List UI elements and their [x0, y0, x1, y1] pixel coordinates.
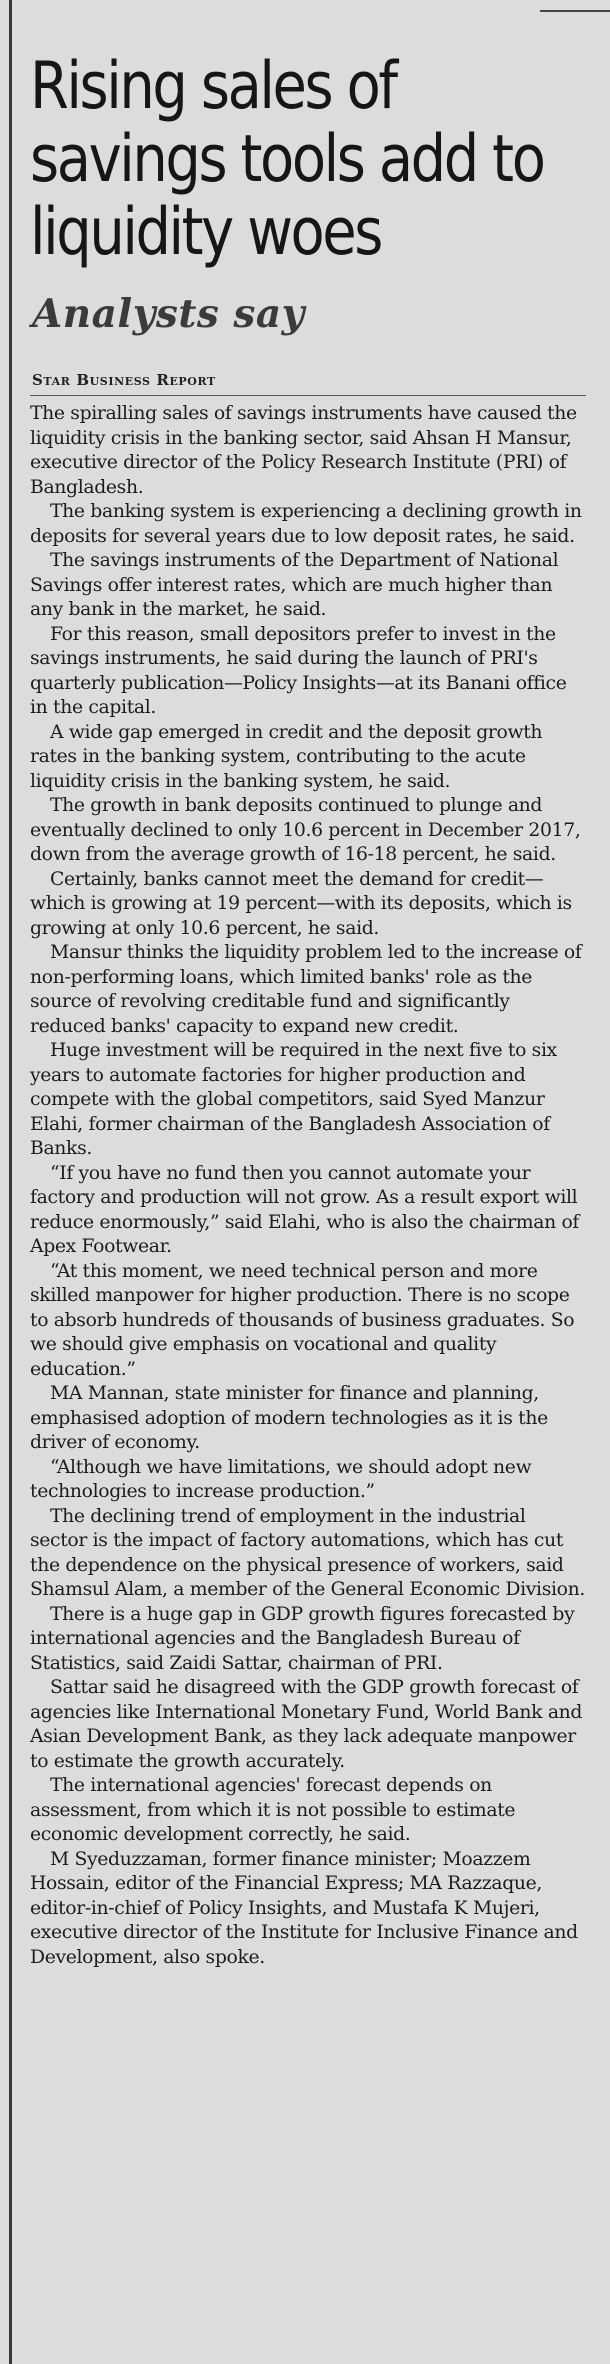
paragraph: “At this moment, we need technical person and more skilled manpower for higher production. There is no scope to absorb hundreds of thousands of business graduates. So we should give emphasis on vocational and quality education.” — [30, 1260, 575, 1380]
paragraph: The spiralling sales of savings instruments have caused the liquidity crisis in the banking sector, said Ahsan H Mansur, executive director of the Policy Research Institute (PRI) of Bangladesh. — [30, 403, 577, 498]
byline-divider — [30, 395, 586, 396]
paragraph: The growth in bank deposits continued to plunge and eventually declined to only 10.6 percent in December 2017, down from the average growth of 16-18 percent, he said. — [30, 795, 581, 865]
paragraph: MA Mannan, state minister for finance and planning, emphasised adoption of modern technologies as it is the driver of economy. — [30, 1383, 548, 1453]
paragraph: The international agencies' forecast depends on assessment, from which it is not possible to estimate economic development correctly, he said. — [30, 1775, 516, 1845]
paragraph: Certainly, banks cannot meet the demand for credit—which is growing at 19 percent—with its deposits, which is growing at only 10.6 percent, he said. — [30, 868, 572, 939]
paragraph: Mansur thinks the liquidity problem led to the increase of non-performing loans, which limited banks' role as the source of revolving creditable fund and significantly reduced banks' capacity to expand new credit. — [30, 942, 582, 1037]
paragraph: There is a huge gap in GDP growth figures forecasted by international agencies and the Bangladesh Bureau of Statistics, said Zaidi Sattar, chairman of PRI. — [30, 1603, 575, 1674]
paragraph: The banking system is experiencing a declining growth in deposits for several years due to low deposit rates, he said. — [30, 501, 582, 547]
kicker: Analysts say — [32, 291, 305, 337]
column-rule — [9, 0, 12, 2364]
paragraph: Sattar said he disagreed with the GDP growth forecast of agencies like International Monetary Fund, World Bank and Asian Development Bank, as they lack adequate manpower to estimate the growth accurately. — [30, 1677, 583, 1772]
paragraph: A wide gap emerged in credit and the deposit growth rates in the banking system, contributing to the acute liquidity crisis in the banking system, he said. — [30, 721, 543, 792]
headline: Rising sales of savings tools add to liquidity woes — [30, 49, 544, 270]
paragraph: The declining trend of employment in the industrial sector is the impact of factory automations, which has cut the dependence on the physical presence of workers, said Shamsul Alam, a member of the General Economic Division. — [30, 1505, 585, 1600]
paragraph: The savings instruments of the Department of National Savings offer interest rates, which are much higher than any bank in the market, he said. — [30, 550, 559, 620]
paragraph: “Although we have limitations, we should adopt new technologies to increase production.” — [30, 1456, 532, 1502]
paragraph: Huge investment will be required in the next five to six years to automate factories for higher production and compete with the global competitors, said Syed Manzur Elahi, former chairman of the Bangladesh Association of Banks. — [30, 1040, 557, 1159]
paragraph: “If you have no fund then you cannot automate your factory and production will not grow. As a result export will reduce enormously,” said Elahi, who is also the chairman of Apex Footwear. — [30, 1162, 580, 1257]
article-body — [30, 402, 586, 1970]
paragraph: M Syeduzzaman, former finance minister; Moazzem Hossain, editor of the Financial Express; MA Razzaque, editor-in-chief of Policy Insights, and Mustafa K Mujeri, executive director of the Institute for Inclusive Finance and Development, also spoke. — [30, 1848, 578, 1968]
byline: Star Business Report — [32, 371, 216, 389]
paragraph: For this reason, small depositors prefer to invest in the savings instruments, he said during the launch of PRI's quarterly publication—Policy Insights—at its Banani office in the capital. — [30, 623, 567, 718]
